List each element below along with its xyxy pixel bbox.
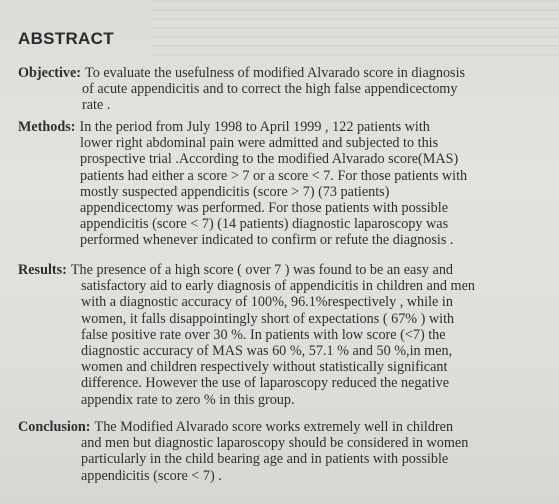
conclusion-label: Conclusion: <box>18 419 91 435</box>
results-line: satisfactory aid to early diagnosis of appendicitis in children and men <box>81 278 475 295</box>
results-line: with a diagnostic accuracy of 100%, 96.1%respectively , while in <box>81 294 453 311</box>
results-line: women, it falls disappointingly short of expectations ( 67% ) with <box>81 310 455 327</box>
objective-text: To evaluate the usefulness of modified Alvarado score in diagnosis <box>85 65 466 81</box>
results-line: difference. However the use of laparoscopy reduced the negative <box>81 375 450 392</box>
methods-line: mostly suspected appendicitis (score > 7) (73 patients) <box>80 183 390 200</box>
results-line: diagnostic accuracy of MAS was 60 %, 57.1 % and 50 %,in men, <box>81 343 453 360</box>
methods-line-1 <box>18 119 467 135</box>
results-line-1 <box>18 262 475 278</box>
conclusion-line-1 <box>18 419 468 435</box>
methods-line: appendicitis (score < 7) (14 patients) diagnostic laparoscopy was <box>80 216 449 233</box>
results-label: Results: <box>18 262 67 278</box>
conclusion-line: and men but diagnostic laparoscopy should be considered in women <box>81 435 469 452</box>
results-line: false positive rate over 30 %. In patients with low score (<7) the <box>81 326 446 343</box>
conclusion-text: The Modified Alvarado score works extremely well in children <box>94 419 454 435</box>
methods-line: appendicectomy was performed. For those patients with possible <box>80 200 449 217</box>
objective-line: rate . <box>82 97 111 114</box>
methods-label: Methods: <box>18 119 76 135</box>
methods-line: performed whenever indicated to confirm or refute the diagnosis . <box>80 232 454 249</box>
conclusion-section <box>18 419 468 484</box>
abstract-heading: ABSTRACT <box>18 29 114 48</box>
methods-text: In the period from July 1998 to April 1999 , 122 patients with <box>79 119 430 135</box>
conclusion-line: appendicitis (score < 7) . <box>81 467 222 484</box>
results-line: appendix rate to zero % in this group. <box>81 391 295 408</box>
results-text: The presence of a high score ( over 7 ) was found to be an easy and <box>70 262 454 278</box>
methods-section <box>18 119 467 249</box>
objective-line: of acute appendicitis and to correct the high false appendicectomy <box>82 81 458 98</box>
objective-label: Objective: <box>18 65 82 81</box>
results-section <box>18 262 475 408</box>
methods-line: patients had either a score > 7 or a score < 7. For those patients with <box>80 167 468 184</box>
methods-line: lower right abdominal pain were admitted and subjected to this <box>80 135 439 152</box>
objective-line-1 <box>18 65 465 81</box>
methods-line: prospective trial .According to the modified Alvarado score(MAS) <box>80 151 459 168</box>
results-line: women and children respectively without statistically significant <box>81 359 448 376</box>
conclusion-line: particularly in the child bearing age and in patients with possible <box>81 451 449 468</box>
bleed-through-text <box>150 0 559 60</box>
objective-section <box>18 65 465 114</box>
